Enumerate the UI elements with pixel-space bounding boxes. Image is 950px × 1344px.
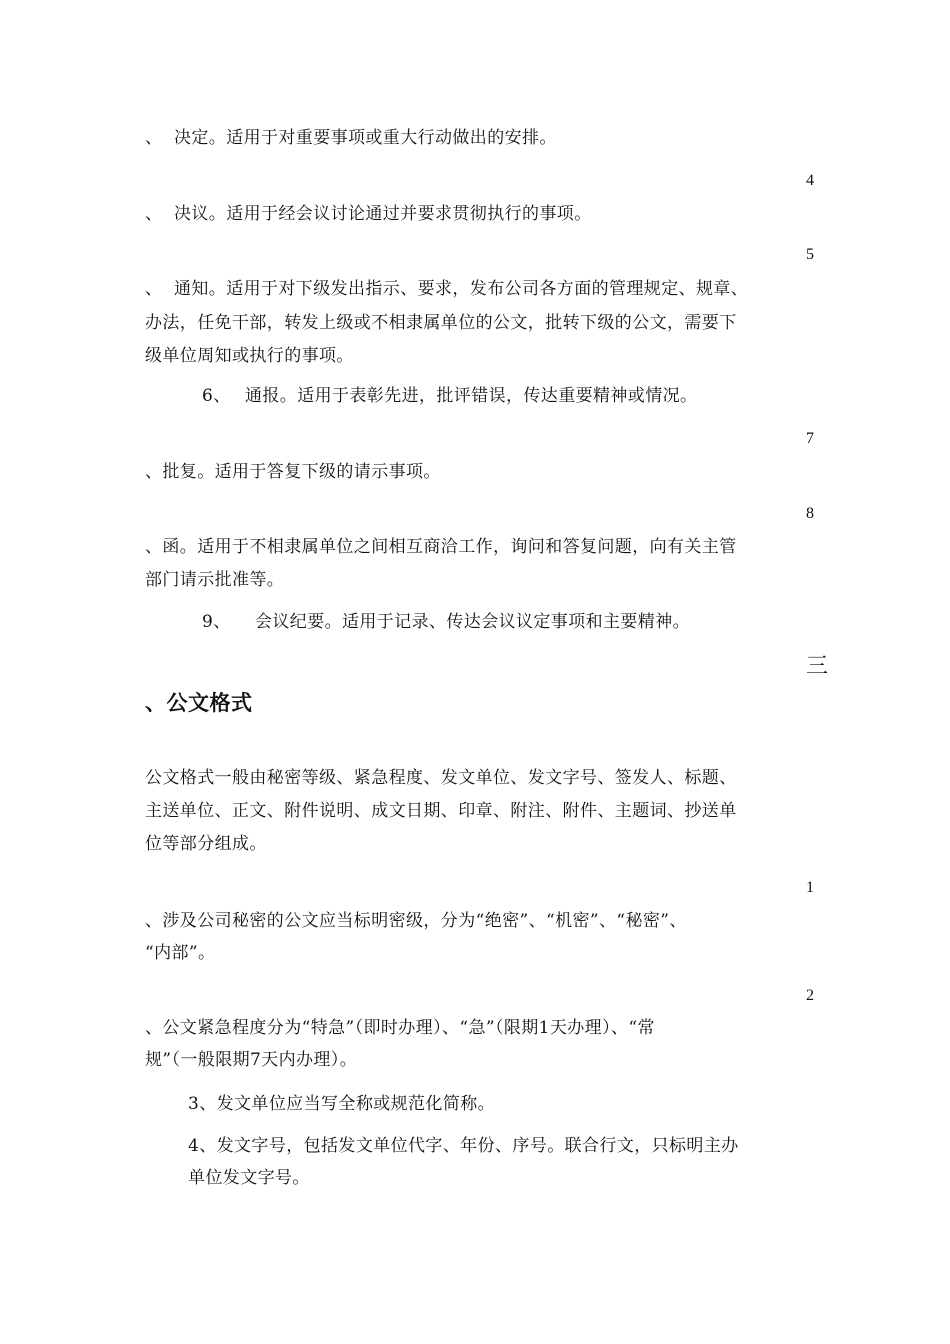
format-item4-line-1: 4、发文字号，包括发文单位代字、年份、序号。联合行文，只标明主办 bbox=[188, 1136, 739, 1156]
intro-line-1: 公文格式一般由秘密等级、紧急程度、发文单位、发文字号、签发人、标题、 bbox=[145, 768, 737, 788]
format-item2-line-2: 规”（一般限期7天内办理）。 bbox=[145, 1050, 358, 1070]
format-item1-line-2: “内部”。 bbox=[145, 943, 216, 963]
format-item2-line-1: 、公文紧急程度分为“特急”（即时办理）、“急”（限期1天办理）、“常 bbox=[145, 1018, 655, 1038]
item4-number: 4 bbox=[806, 172, 814, 189]
item9-text: 会议纪要。适用于记录、传达会议议定事项和主要精神。 bbox=[255, 612, 690, 632]
section-number: 三 bbox=[806, 654, 829, 679]
item3-text: 决定。适用于对重要事项或重大行动做出的安排。 bbox=[174, 128, 557, 148]
format-item2-number: 2 bbox=[806, 987, 814, 1004]
intro-line-2: 主送单位、正文、附件说明、成文日期、印章、附注、附件、主题词、抄送单 bbox=[145, 801, 737, 821]
item7-text: 、批复。适用于答复下级的请示事项。 bbox=[145, 462, 441, 482]
format-item4-line-2: 单位发文字号。 bbox=[188, 1168, 310, 1188]
item6-text: 通报。适用于表彰先进，批评错误，传达重要精神或情况。 bbox=[245, 386, 698, 406]
item9-number: 9、 bbox=[202, 612, 231, 632]
format-item1-number: 1 bbox=[806, 879, 814, 896]
item5-line-2: 办法，任免干部，转发上级或不相隶属单位的公文，批转下级的公文，需要下 bbox=[145, 313, 737, 333]
item8-number: 8 bbox=[806, 505, 814, 522]
format-item1-line-1: 、涉及公司秘密的公文应当标明密级，分为“绝密”、“机密”、“秘密”、 bbox=[145, 911, 687, 931]
item8-line-1: 、函。适用于不相隶属单位之间相互商洽工作，询问和答复问题，向有关主管 bbox=[145, 537, 737, 557]
item6-number: 6、 bbox=[202, 386, 231, 406]
item7-number: 7 bbox=[806, 430, 814, 447]
item4-text: 决议。适用于经会议讨论通过并要求贯彻执行的事项。 bbox=[174, 204, 592, 224]
item4-prefix: 、 bbox=[145, 204, 163, 224]
item5-prefix: 、 bbox=[145, 279, 163, 299]
item8-line-2: 部门请示批准等。 bbox=[145, 570, 285, 590]
item5-line-1: 通知。适用于对下级发出指示、要求，发布公司各方面的管理规定、规章、 bbox=[174, 279, 749, 299]
intro-line-3: 位等部分组成。 bbox=[145, 834, 267, 854]
item5-line-3: 级单位周知或执行的事项。 bbox=[145, 346, 354, 366]
item5-number: 5 bbox=[806, 246, 814, 263]
item3-prefix: 、 bbox=[145, 128, 163, 148]
format-item3-text: 3、发文单位应当写全称或规范化简称。 bbox=[188, 1094, 496, 1114]
section-title: 、公文格式 bbox=[145, 690, 253, 715]
